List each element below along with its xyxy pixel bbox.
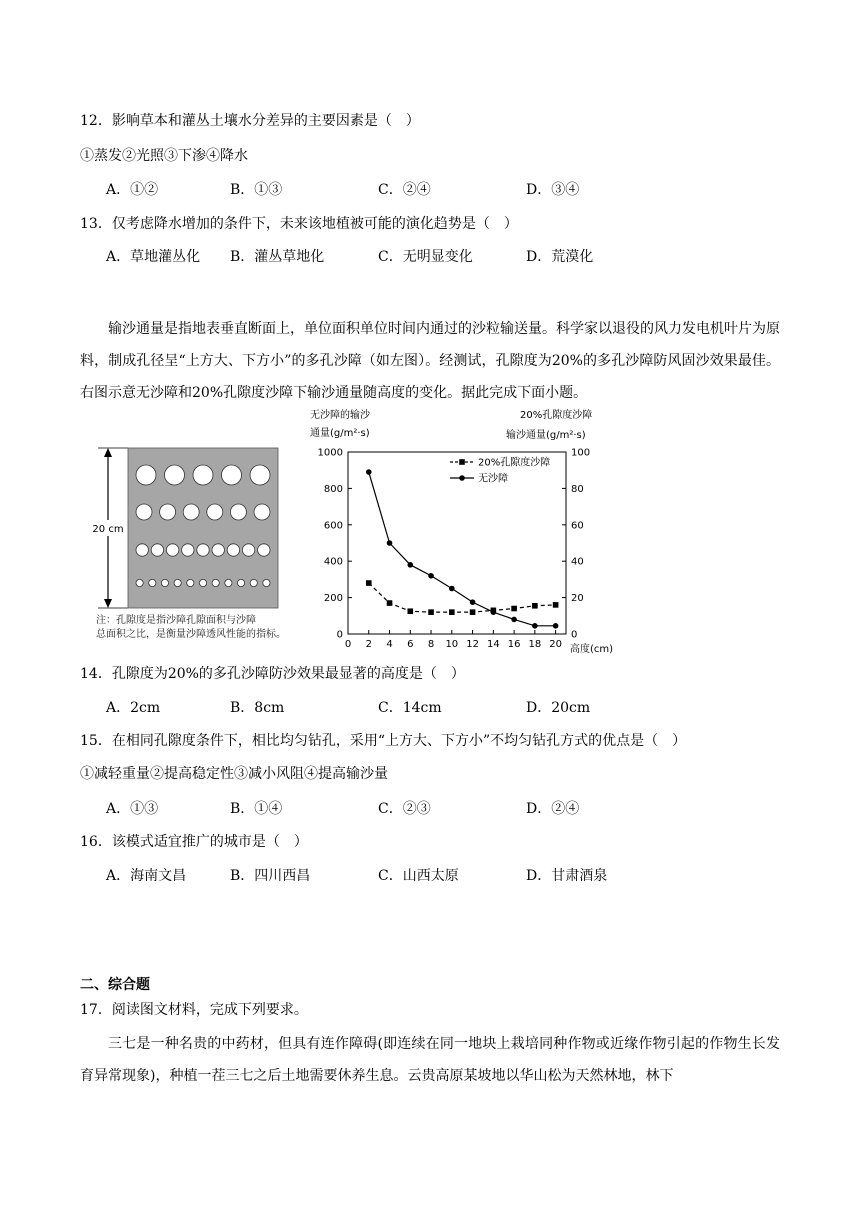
barrier-hole (207, 504, 223, 520)
q12-stem: 12．影响草本和灌丛土壤水分差异的主要因素是（ ） (80, 113, 420, 129)
left-y-tick-label: 200 (323, 593, 343, 605)
q14-option-c[interactable]: C．14cm (378, 700, 442, 716)
porosity-note-line1: 注：孔隙度是指沙障孔隙面积与沙障 (96, 615, 256, 626)
left-y-tick-label: 400 (323, 556, 343, 568)
data-point-square (407, 608, 413, 614)
q14-stem: 14．孔隙度为20%的多孔沙障防沙效果最显著的高度是（ ） (80, 666, 465, 682)
left-axis-title-line2: 通量(g/m²·s) (310, 428, 370, 439)
data-point-square (449, 609, 455, 615)
q15-option-a[interactable]: A．①③ (106, 801, 159, 817)
barrier-hole (242, 544, 254, 556)
data-point-circle (366, 469, 372, 475)
data-point-square (470, 609, 476, 615)
x-tick-label: 6 (407, 639, 414, 650)
barrier-hole (136, 544, 148, 556)
data-point-square (428, 609, 434, 615)
left-axis-title-line1: 无沙障的输沙 (310, 410, 370, 421)
right-y-tick-label: 40 (571, 556, 584, 568)
series-line-1 (369, 583, 556, 612)
barrier-hole (225, 579, 232, 586)
data-point-circle (387, 540, 393, 546)
data-point-circle (532, 623, 538, 629)
barrier-hole (151, 544, 163, 556)
legend-marker-square (459, 459, 465, 465)
right-y-tick-label: 100 (571, 447, 591, 459)
x-tick-label: 14 (486, 639, 500, 650)
x-tick-label: 20 (549, 639, 562, 650)
data-point-circle (449, 586, 455, 592)
barrier-hole (161, 579, 168, 586)
data-point-circle (428, 573, 434, 579)
data-point-circle (470, 599, 476, 605)
porosity-note (96, 614, 286, 642)
x-tick-label: 16 (507, 639, 521, 650)
left-y-tick-label: 0 (336, 629, 343, 641)
q12-option-c[interactable]: C．②④ (378, 182, 431, 198)
q14-option-a[interactable]: A．2cm (106, 700, 161, 716)
q15-option-c[interactable]: C．②③ (378, 801, 431, 817)
section-title: 二、综合题 (80, 977, 150, 993)
right-y-tick-label: 80 (571, 483, 584, 495)
data-point-circle (491, 609, 497, 615)
barrier-hole (160, 504, 176, 520)
left-y-tick-label: 800 (323, 483, 343, 495)
barrier-hole (166, 544, 178, 556)
barrier-hole (187, 579, 194, 586)
x-tick-label: 18 (528, 639, 542, 650)
right-y-tick-label: 60 (571, 520, 584, 532)
barrier-hole (174, 579, 181, 586)
passage-text: 输沙通量是指地表垂直断面上，单位面积单位时间内通过的沙粒输送量。科学家以退役的风力发电机叶片为原料，制成孔径呈“上方大、下方小”的多孔沙障（如左图）。经测试，孔隙度为20%的多孔沙障防风固沙效果最佳。右图示意无沙障和20%孔隙度沙障下输沙通量随高度的变化。据此完成下面小题。 (80, 321, 780, 401)
chart-legend (450, 456, 550, 485)
barrier-hole (227, 544, 239, 556)
data-point-circle (511, 617, 517, 623)
q16-option-b[interactable]: B．四川西昌 (230, 868, 311, 884)
barrier-hole (136, 579, 143, 586)
barrier-hole (222, 465, 242, 485)
data-point-square (366, 580, 372, 586)
barrier-hole (230, 504, 246, 520)
q14-option-d[interactable]: D．20cm (526, 700, 591, 716)
data-point-circle (553, 623, 559, 629)
q15-option-d[interactable]: D．②④ (526, 801, 580, 817)
barrier-hole (136, 465, 156, 485)
right-axis-title-line1: 20%孔隙度沙障 (520, 410, 593, 421)
series-line-2 (369, 472, 556, 626)
x-tick-label: 8 (427, 639, 435, 650)
left-y-tick-label: 600 (323, 520, 343, 532)
barrier-hole (250, 465, 270, 485)
q12-option-a[interactable]: A．①② (106, 182, 159, 198)
barrier-hole (212, 544, 224, 556)
left-y-tick-label: 1000 (317, 447, 343, 459)
barrier-hole (237, 579, 244, 586)
x-axis-label: 高度(cm) (570, 644, 614, 655)
q12-option-d[interactable]: D．③④ (526, 182, 580, 198)
data-point-square (387, 600, 393, 606)
barrier-hole (197, 544, 209, 556)
barrier-hole (212, 579, 219, 586)
sand-flux-chart (298, 402, 628, 658)
q16-option-a[interactable]: A．海南文昌 (106, 868, 187, 884)
data-point-square (532, 603, 538, 609)
q13-option-a[interactable]: A．草地灌丛化 (106, 249, 201, 265)
q17-stem: 17．阅读图文材料，完成下列要求。 (80, 1002, 308, 1018)
barrier-hole (199, 579, 206, 586)
q13-stem: 13．仅考虑降水增加的条件下，未来该地植被可能的演化趋势是（ ） (80, 216, 518, 232)
q14-option-b[interactable]: B．8cm (230, 700, 285, 716)
x-tick-label: 10 (445, 639, 459, 650)
right-y-tick-label: 0 (571, 629, 578, 641)
q12-option-b[interactable]: B．①③ (230, 182, 283, 198)
q13-option-d[interactable]: D．荒漠化 (526, 249, 594, 265)
barrier-hole (183, 504, 199, 520)
x-tick-label: 12 (466, 639, 479, 650)
q15-stem: 15．在相同孔隙度条件下，相比均匀钻孔，采用“上方大、下方小”不均匀钻孔方式的优点是（ ） (80, 733, 687, 749)
height-arrow-top (104, 448, 112, 457)
right-axis-title-line2: 输沙通量(g/m²·s) (506, 430, 586, 441)
barrier-hole (254, 504, 270, 520)
barrier-hole (263, 579, 270, 586)
barrier-hole (193, 465, 213, 485)
barrier-hole (165, 465, 185, 485)
porous-barrier-figure (90, 440, 290, 618)
height-arrow-bottom (104, 599, 112, 608)
legend-marker-circle (459, 475, 465, 481)
barrier-hole (182, 544, 194, 556)
chart-plot-area (366, 469, 558, 628)
barrier-hole (149, 579, 156, 586)
legend-label-2: 无沙障 (478, 473, 508, 485)
barrier-hole (136, 504, 152, 520)
q13-option-c[interactable]: C．无明显变化 (378, 249, 473, 265)
height-label: 20 cm (92, 524, 124, 535)
data-point-square (511, 606, 517, 612)
q16-option-d[interactable]: D．甘肃酒泉 (526, 868, 608, 884)
q15-option-b[interactable]: B．①④ (230, 801, 283, 817)
porosity-note-line2: 总面积之比，是衡量沙障透风性能的指标。 (96, 629, 286, 640)
q16-option-c[interactable]: C．山西太原 (378, 868, 459, 884)
data-point-square (553, 602, 559, 608)
legend-label-1: 20%孔隙度沙障 (478, 457, 551, 469)
right-y-tick-label: 20 (571, 593, 584, 605)
q12-items: ①蒸发②光照③下渗④降水 (80, 148, 248, 164)
barrier-hole (258, 544, 270, 556)
q17-paragraph: 三七是一种名贵的中药材，但具有连作障碍(即连续在同一地块上栽培同种作物或近缘作物引起的作物生长发育异常现象)，种植一茬三七之后土地需要休养生息。云贵高原某坡地以华山松为天然林地，林下 (80, 1036, 780, 1084)
barrier-hole (250, 579, 257, 586)
q13-option-b[interactable]: B．灌丛草地化 (230, 249, 325, 265)
x-tick-label: 2 (365, 639, 372, 650)
x-tick-label: 4 (386, 639, 393, 650)
data-point-circle (407, 562, 413, 568)
q15-items: ①减轻重量②提高稳定性③减小风阻④提高输沙量 (80, 766, 388, 782)
q16-stem: 16．该模式适宜推广的城市是（ ） (80, 834, 308, 850)
x-tick-label: 0 (344, 639, 352, 650)
